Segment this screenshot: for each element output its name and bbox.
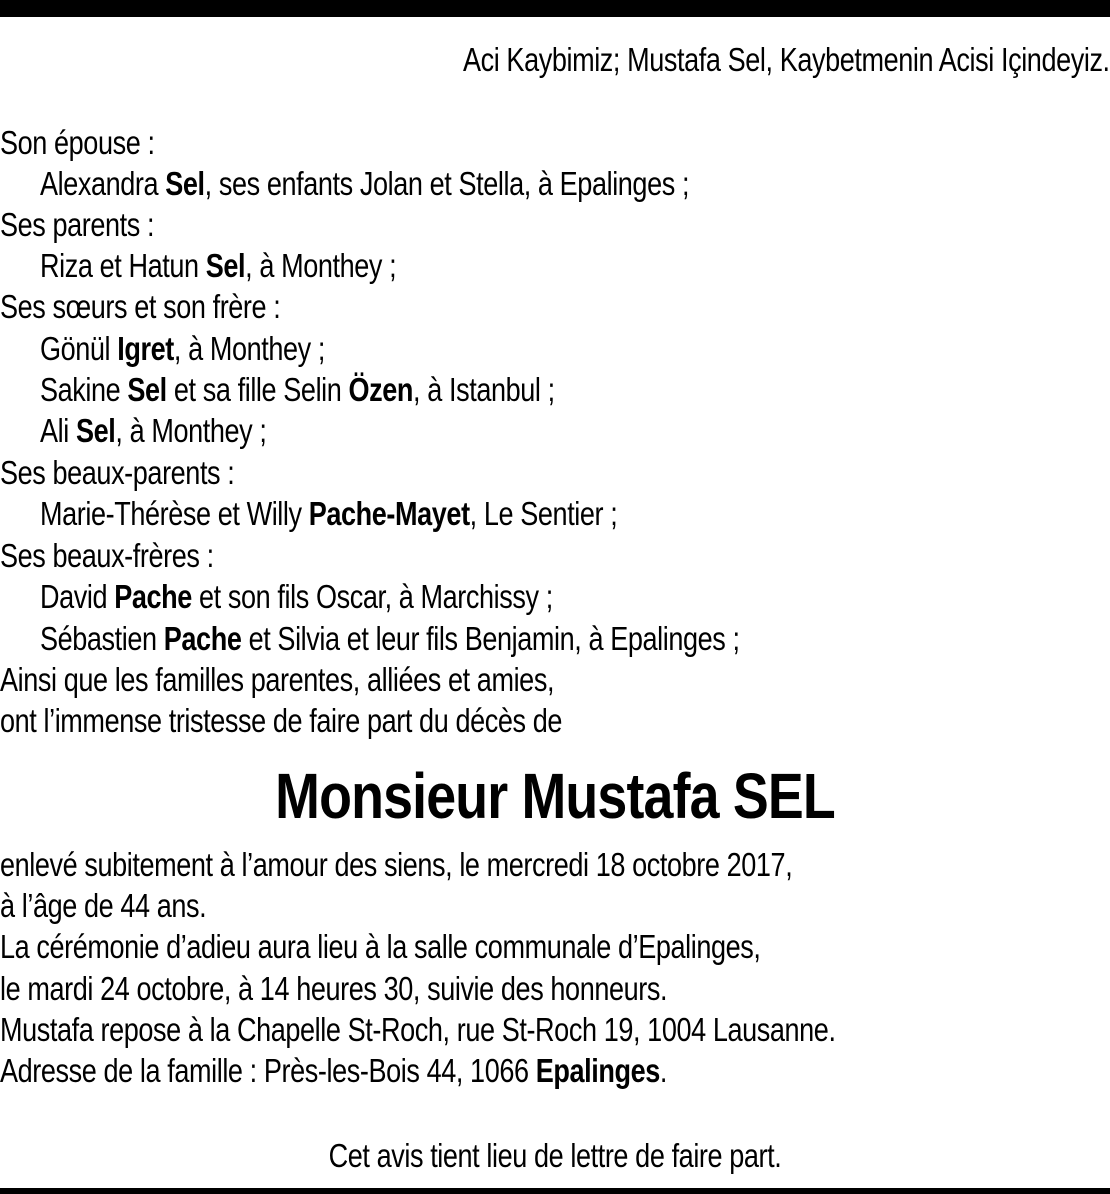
details-line-3: La cérémonie d’adieu aura lieu à la salle communale d’Epalinges, <box>0 928 761 965</box>
family-address-pre: Adresse de la famille : Près-les-Bois 44, 1066 <box>0 1052 536 1089</box>
inlaws-entry <box>40 494 617 534</box>
parents-heading: Ses parents : <box>0 206 155 243</box>
details-line-1: enlevé subitement à l’amour des siens, le mercredi 18 octobre 2017, <box>0 846 793 883</box>
closing-line-2: ont l’immense tristesse de faire part du décès de <box>0 702 562 739</box>
sibling-2-pre: Sakine <box>40 371 128 408</box>
parents-entry-surname: Sel <box>205 247 246 284</box>
details-line-4: le mardi 24 octobre, à 14 heures 30, suivie des honneurs. <box>0 970 668 1007</box>
closing-line-1: Ainsi que les familles parentes, alliées et amies, <box>0 661 555 698</box>
sibling-2-daughter-surname: Özen <box>348 371 414 408</box>
sibling-3-post: , à Monthey ; <box>115 412 267 449</box>
turkish-condolence-line: Aci Kaybimiz; Mustafa Sel, Kaybetmenin Acisi Içindeyiz. <box>463 41 1110 78</box>
sibling-entry-3 <box>40 411 266 451</box>
bil-2-surname: Pache <box>163 620 242 657</box>
sibling-3-surname: Sel <box>75 412 116 449</box>
inlaws-heading: Ses beaux-parents : <box>0 454 235 491</box>
brothers-inlaw-heading: Ses beaux-frères : <box>0 537 214 574</box>
bottom-border-rule <box>0 1188 1110 1194</box>
sibling-2-post: , à Istanbul ; <box>413 371 555 408</box>
inlaws-entry-pre: Marie-Thérèse et Willy <box>40 495 309 532</box>
sibling-2-surname: Sel <box>127 371 167 408</box>
sibling-entry-1 <box>40 329 325 369</box>
top-border-rule <box>0 0 1110 17</box>
parents-entry-pre: Riza et Hatun <box>40 247 206 284</box>
bil-2-pre: Sébastien <box>40 620 164 657</box>
bil-1-post: et son fils Oscar, à Marchissy ; <box>191 578 553 615</box>
family-address-town: Epalinges <box>535 1052 660 1089</box>
inlaws-entry-post: , Le Sentier ; <box>469 495 618 532</box>
spouse-entry-pre: Alexandra <box>40 165 166 202</box>
family-address-post: . <box>659 1052 667 1089</box>
bil-2-post: et Silvia et leur fils Benjamin, à Epalinges ; <box>241 620 740 657</box>
sibling-3-pre: Ali <box>40 412 76 449</box>
brother-inlaw-entry-1 <box>40 577 553 617</box>
deceased-name-headline: Monsieur Mustafa SEL <box>275 760 835 832</box>
inlaws-entry-surname: Pache-Mayet <box>308 495 470 532</box>
details-line-5: Mustafa repose à la Chapelle St-Roch, rue St-Roch 19, 1004 Lausanne. <box>0 1011 836 1048</box>
sibling-1-surname: Igret <box>117 330 174 367</box>
footer-note: Cet avis tient lieu de lettre de faire part. <box>328 1137 782 1174</box>
parents-entry-post: , à Monthey ; <box>245 247 397 284</box>
sibling-1-pre: Gönül <box>40 330 118 367</box>
bil-1-surname: Pache <box>114 578 192 615</box>
sibling-1-post: , à Monthey ; <box>173 330 325 367</box>
spouse-entry-post: , ses enfants Jolan et Stella, à Epalinges ; <box>204 165 690 202</box>
sibling-2-mid: et sa fille Selin <box>166 371 349 408</box>
details-line-2: à l’âge de 44 ans. <box>0 887 207 924</box>
sibling-entry-2 <box>40 370 555 410</box>
bil-1-pre: David <box>40 578 115 615</box>
parents-entry <box>40 246 396 286</box>
siblings-heading: Ses sœurs et son frère : <box>0 288 281 325</box>
spouse-entry <box>40 164 689 204</box>
brother-inlaw-entry-2 <box>40 619 740 659</box>
spouse-entry-surname: Sel <box>165 165 205 202</box>
spouse-heading: Son épouse : <box>0 124 155 161</box>
family-address <box>0 1051 667 1091</box>
